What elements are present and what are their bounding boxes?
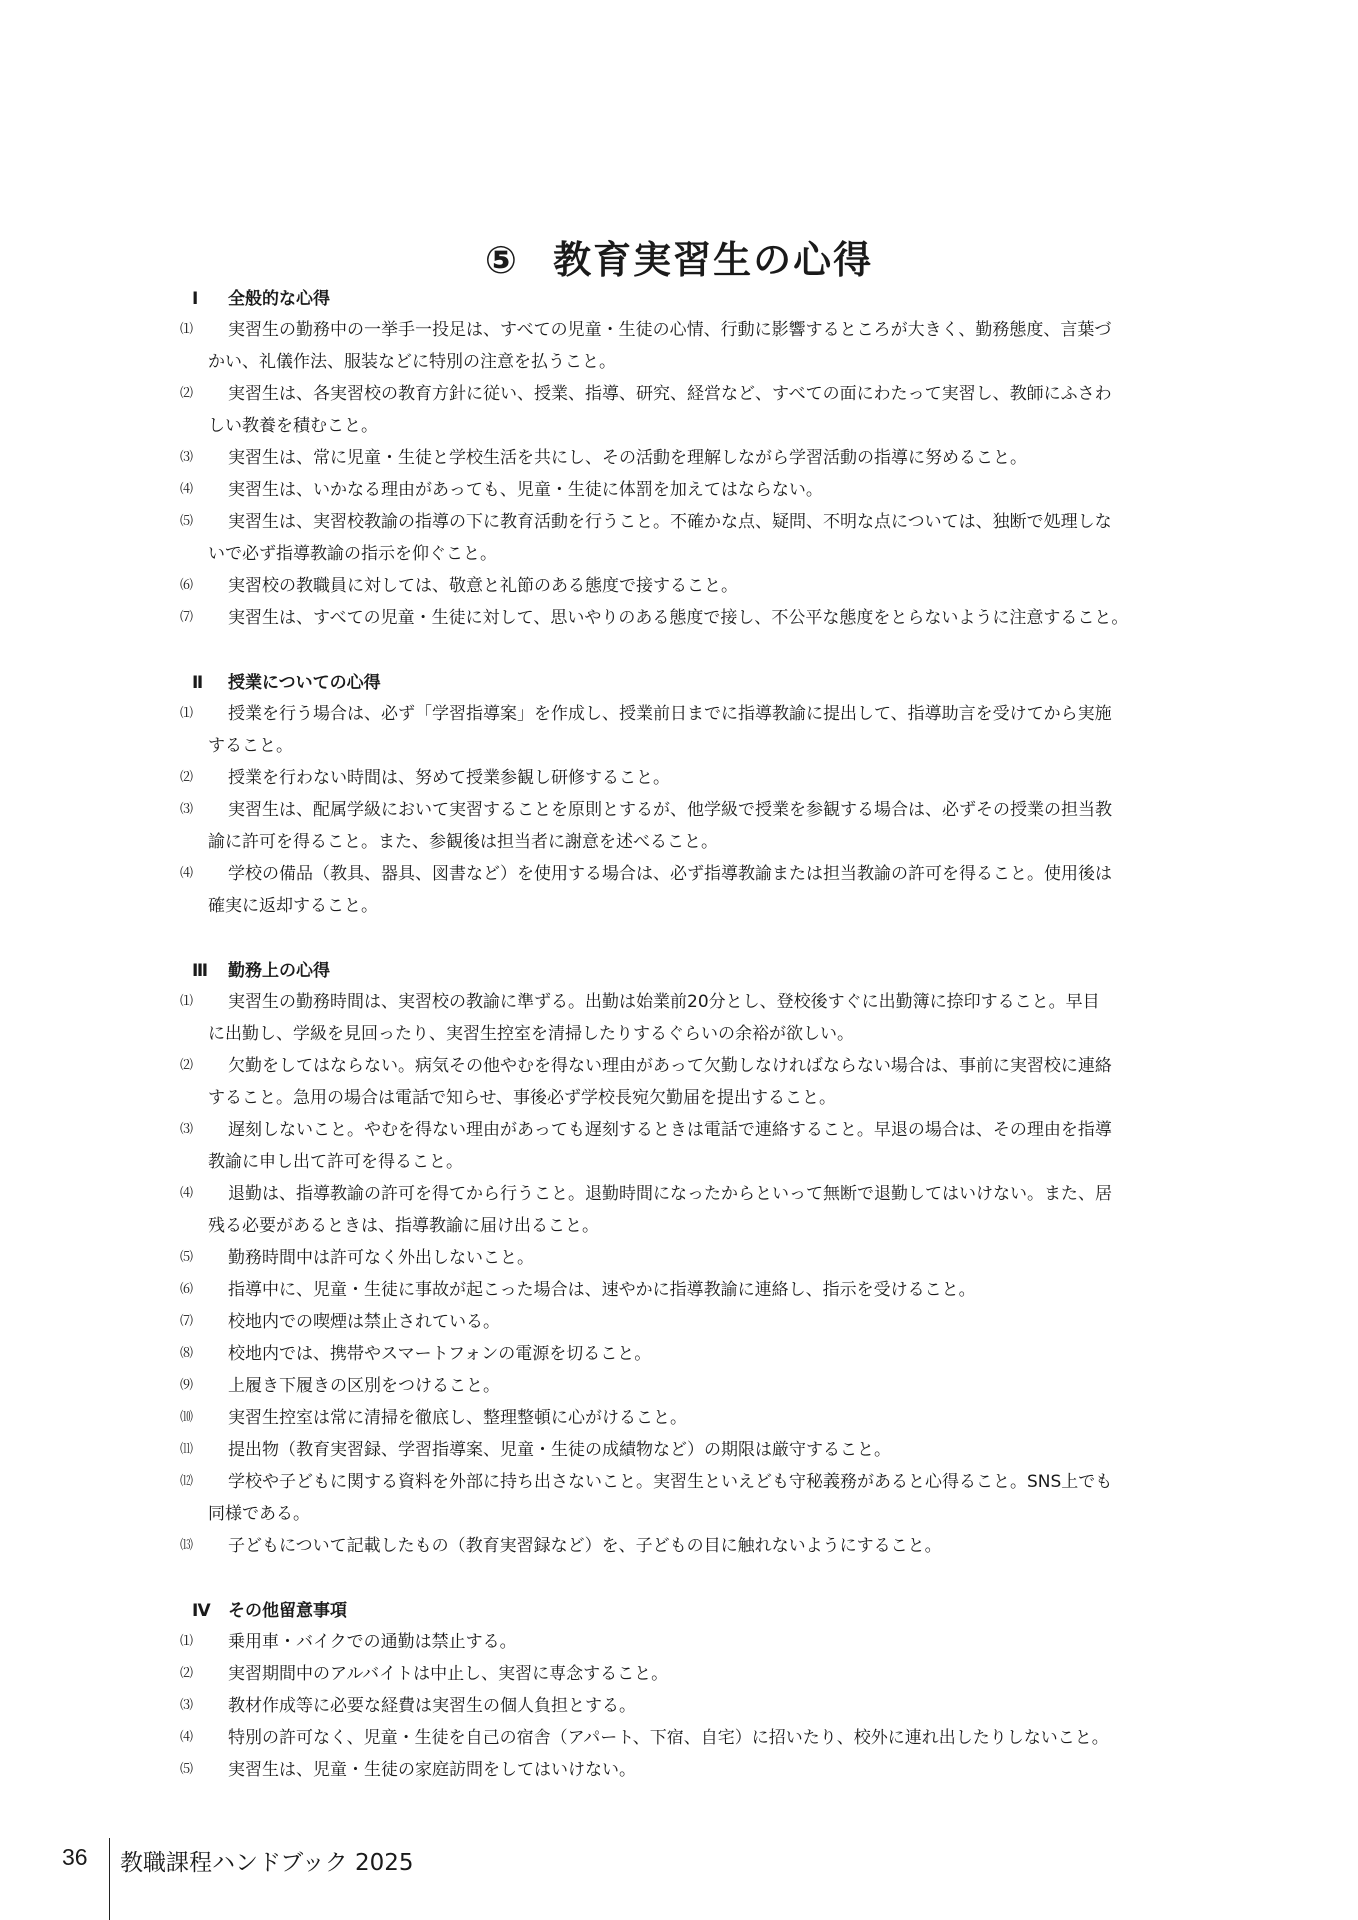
item-text-continued: 教諭に申し出て許可を得ること。: [208, 1152, 463, 1172]
item-number: ⑶: [180, 802, 194, 817]
list-item: [180, 1434, 1240, 1466]
item-text: 実習期間中のアルバイトは中止し、実習に専念すること。: [228, 1664, 669, 1684]
list-item: [180, 1370, 1240, 1402]
item-text: 上履き下履きの区別をつけること。: [228, 1376, 500, 1396]
list-item: [180, 1658, 1240, 1690]
list-item: [180, 762, 1240, 794]
item-number: ⑿: [180, 1474, 194, 1489]
item-text: 勤務時間中は許可なく外出しないこと。: [228, 1248, 534, 1268]
list-item: [180, 378, 1240, 442]
item-text-continued: いで必ず指導教諭の指示を仰ぐこと。: [208, 544, 497, 564]
item-text-continued: しい教養を積むこと。: [208, 416, 378, 436]
list-item: [180, 442, 1240, 474]
item-text: 授業を行わない時間は、努めて授業参観し研修すること。: [228, 768, 670, 788]
item-text: 校地内での喫煙は禁止されている。: [228, 1312, 500, 1332]
list-item: [180, 1722, 1240, 1754]
item-number: ⑷: [180, 866, 194, 881]
item-text: 提出物（教育実習録、学習指導案、児童・生徒の成績物など）の期限は厳守すること。: [228, 1440, 891, 1460]
section-numeral: Ⅰ: [192, 289, 199, 309]
section: [180, 284, 1240, 634]
list-item: [180, 602, 1240, 634]
item-text: 校地内では、携帯やスマートフォンの電源を切ること。: [228, 1344, 652, 1364]
list-item: [180, 1114, 1240, 1178]
section-heading: [180, 1596, 1240, 1626]
page-footer: [0, 1838, 600, 1920]
item-number: ⑹: [180, 578, 194, 593]
item-text: 実習生は、いかなる理由があっても、児童・生徒に体罰を加えてはならない。: [228, 480, 823, 500]
list-item: [180, 1050, 1240, 1114]
book-title: 教職課程ハンドブック 2025: [120, 1850, 414, 1876]
item-text-continued: 確実に返却すること。: [208, 896, 378, 916]
section-numeral: Ⅱ: [192, 673, 204, 693]
item-number: ⑵: [180, 1058, 194, 1073]
item-text: 実習生は、すべての児童・生徒に対して、思いやりのある態度で接し、不公平な態度をとらないように注意すること。: [228, 608, 1129, 628]
item-number: ⑴: [180, 706, 194, 721]
item-text: 退勤は、指導教諭の許可を得てから行うこと。退勤時間になったからといって無断で退勤してはいけない。また、居: [228, 1184, 1112, 1204]
item-text: 実習生は、実習校教諭の指導の下に教育活動を行うこと。不確かな点、疑問、不明な点については、独断で処理しな: [228, 512, 1112, 532]
list-item: [180, 570, 1240, 602]
item-number: ⑸: [180, 1250, 194, 1265]
list-item: [180, 1306, 1240, 1338]
list-item: [180, 794, 1240, 858]
item-text: 実習生は、常に児童・生徒と学校生活を共にし、その活動を理解しながら学習活動の指導に努めること。: [228, 448, 1027, 468]
item-number: ⑵: [180, 386, 194, 401]
item-number: ⑻: [180, 1346, 194, 1361]
item-text: 実習校の教職員に対しては、敬意と礼節のある態度で接すること。: [228, 576, 738, 596]
item-text: 実習生の勤務時間は、実習校の教諭に準ずる。出勤は始業前20分とし、登校後すぐに出勤簿に捺印すること。早目: [228, 992, 1100, 1012]
list-item: [180, 1530, 1240, 1562]
list-item: [180, 314, 1240, 378]
item-text: 欠勤をしてはならない。病気その他やむを得ない理由があって欠勤しなければならない場合は、事前に実習校に連絡: [228, 1056, 1112, 1076]
list-item: [180, 1402, 1240, 1434]
item-number: ⒀: [180, 1538, 194, 1553]
item-text-continued: に出勤し、学級を見回ったり、実習生控室を清掃したりするぐらいの余裕が欲しい。: [208, 1024, 854, 1044]
section-numeral: Ⅳ: [192, 1601, 211, 1621]
list-item: [180, 474, 1240, 506]
item-text-continued: 残る必要があるときは、指導教諭に届け出ること。: [208, 1216, 599, 1236]
document-body: [180, 284, 1240, 1786]
item-number: ⑵: [180, 1666, 194, 1681]
item-number: ⑸: [180, 1762, 194, 1777]
item-text-continued: すること。急用の場合は電話で知らせ、事後必ず学校長宛欠勤届を提出すること。: [208, 1088, 836, 1108]
list-item: [180, 1274, 1240, 1306]
item-text: 実習生は、各実習校の教育方針に従い、授業、指導、研究、経営など、すべての面にわたって実習し、教師にふさわ: [228, 384, 1112, 404]
list-item: [180, 1690, 1240, 1722]
item-number: ⑴: [180, 1634, 194, 1649]
item-number: ⑴: [180, 322, 194, 337]
section-numeral: Ⅲ: [192, 961, 209, 981]
item-text: 学校の備品（教具、器具、図書など）を使用する場合は、必ず指導教諭または担当教諭の許可を得ること。使用後は: [228, 864, 1112, 884]
item-number: ⑶: [180, 450, 194, 465]
item-text-continued: 同様である。: [208, 1504, 310, 1524]
item-text-continued: かい、礼儀作法、服装などに特別の注意を払うこと。: [208, 352, 616, 372]
item-text-continued: すること。: [208, 736, 293, 756]
footer-divider: [109, 1838, 110, 1920]
section: [180, 956, 1240, 1562]
section-heading: [180, 668, 1240, 698]
item-number: ⑷: [180, 482, 194, 497]
item-number: ⑼: [180, 1378, 194, 1393]
item-text: 指導中に、児童・生徒に事故が起こった場合は、速やかに指導教諭に連絡し、指示を受けること。: [228, 1280, 976, 1300]
section-heading: [180, 284, 1240, 314]
item-number: ⑵: [180, 770, 194, 785]
item-text: 授業を行う場合は、必ず「学習指導案」を作成し、授業前日までに指導教諭に提出して、指導助言を受けてから実施: [228, 704, 1112, 724]
title-text: 教育実習生の心得: [553, 238, 874, 283]
item-text: 教材作成等に必要な経費は実習生の個人負担とする。: [228, 1696, 636, 1716]
item-number: ⑽: [180, 1410, 194, 1425]
section: [180, 1596, 1240, 1786]
page-title: [0, 229, 1358, 284]
item-text: 学校や子どもに関する資料を外部に持ち出さないこと。実習生といえども守秘義務があると心得ること。SNS上でも: [228, 1472, 1113, 1492]
item-text: 乗用車・バイクでの通勤は禁止する。: [228, 1632, 517, 1652]
list-item: [180, 1754, 1240, 1786]
list-item: [180, 1626, 1240, 1658]
item-number: ⑷: [180, 1730, 194, 1745]
item-number: ⑺: [180, 610, 194, 625]
page-number: 36: [62, 1844, 88, 1870]
item-number: ⑶: [180, 1698, 194, 1713]
item-number: ⑾: [180, 1442, 194, 1457]
item-text: 子どもについて記載したもの（教育実習録など）を、子どもの目に触れないようにすること。: [228, 1536, 942, 1556]
list-item: [180, 1338, 1240, 1370]
list-item: [180, 506, 1240, 570]
item-text-continued: 諭に許可を得ること。また、参観後は担当者に謝意を述べること。: [208, 832, 718, 852]
section-heading-text: 全般的な心得: [228, 289, 330, 309]
section-heading-text: 勤務上の心得: [228, 961, 330, 981]
item-number: ⑹: [180, 1282, 194, 1297]
item-text: 実習生は、児童・生徒の家庭訪問をしてはいけない。: [228, 1760, 636, 1780]
list-item: [180, 1178, 1240, 1242]
list-item: [180, 986, 1240, 1050]
item-number: ⑸: [180, 514, 194, 529]
item-number: ⑷: [180, 1186, 194, 1201]
item-number: ⑴: [180, 994, 194, 1009]
list-item: [180, 698, 1240, 762]
item-text: 実習生は、配属学級において実習することを原則とするが、他学級で授業を参観する場合は、必ずその授業の担当教: [228, 800, 1112, 820]
section: [180, 668, 1240, 922]
item-text: 特別の許可なく、児童・生徒を自己の宿舎（アパート、下宿、自宅）に招いたり、校外に連れ出したりしないこと。: [228, 1728, 1109, 1748]
list-item: [180, 1242, 1240, 1274]
item-number: ⑺: [180, 1314, 194, 1329]
item-text: 遅刻しないこと。やむを得ない理由があっても遅刻するときは電話で連絡すること。早退の場合は、その理由を指導: [228, 1120, 1112, 1140]
section-heading-text: その他留意事項: [228, 1601, 347, 1621]
section-heading: [180, 956, 1240, 986]
item-number: ⑶: [180, 1122, 194, 1137]
list-item: [180, 858, 1240, 922]
item-text: 実習生の勤務中の一挙手一投足は、すべての児童・生徒の心情、行動に影響するところが大きく、勤務態度、言葉づ: [228, 320, 1112, 340]
title-number: ⑤: [484, 238, 520, 283]
item-text: 実習生控室は常に清掃を徹底し、整理整頓に心がけること。: [228, 1408, 687, 1428]
list-item: [180, 1466, 1240, 1530]
section-heading-text: 授業についての心得: [228, 673, 381, 693]
